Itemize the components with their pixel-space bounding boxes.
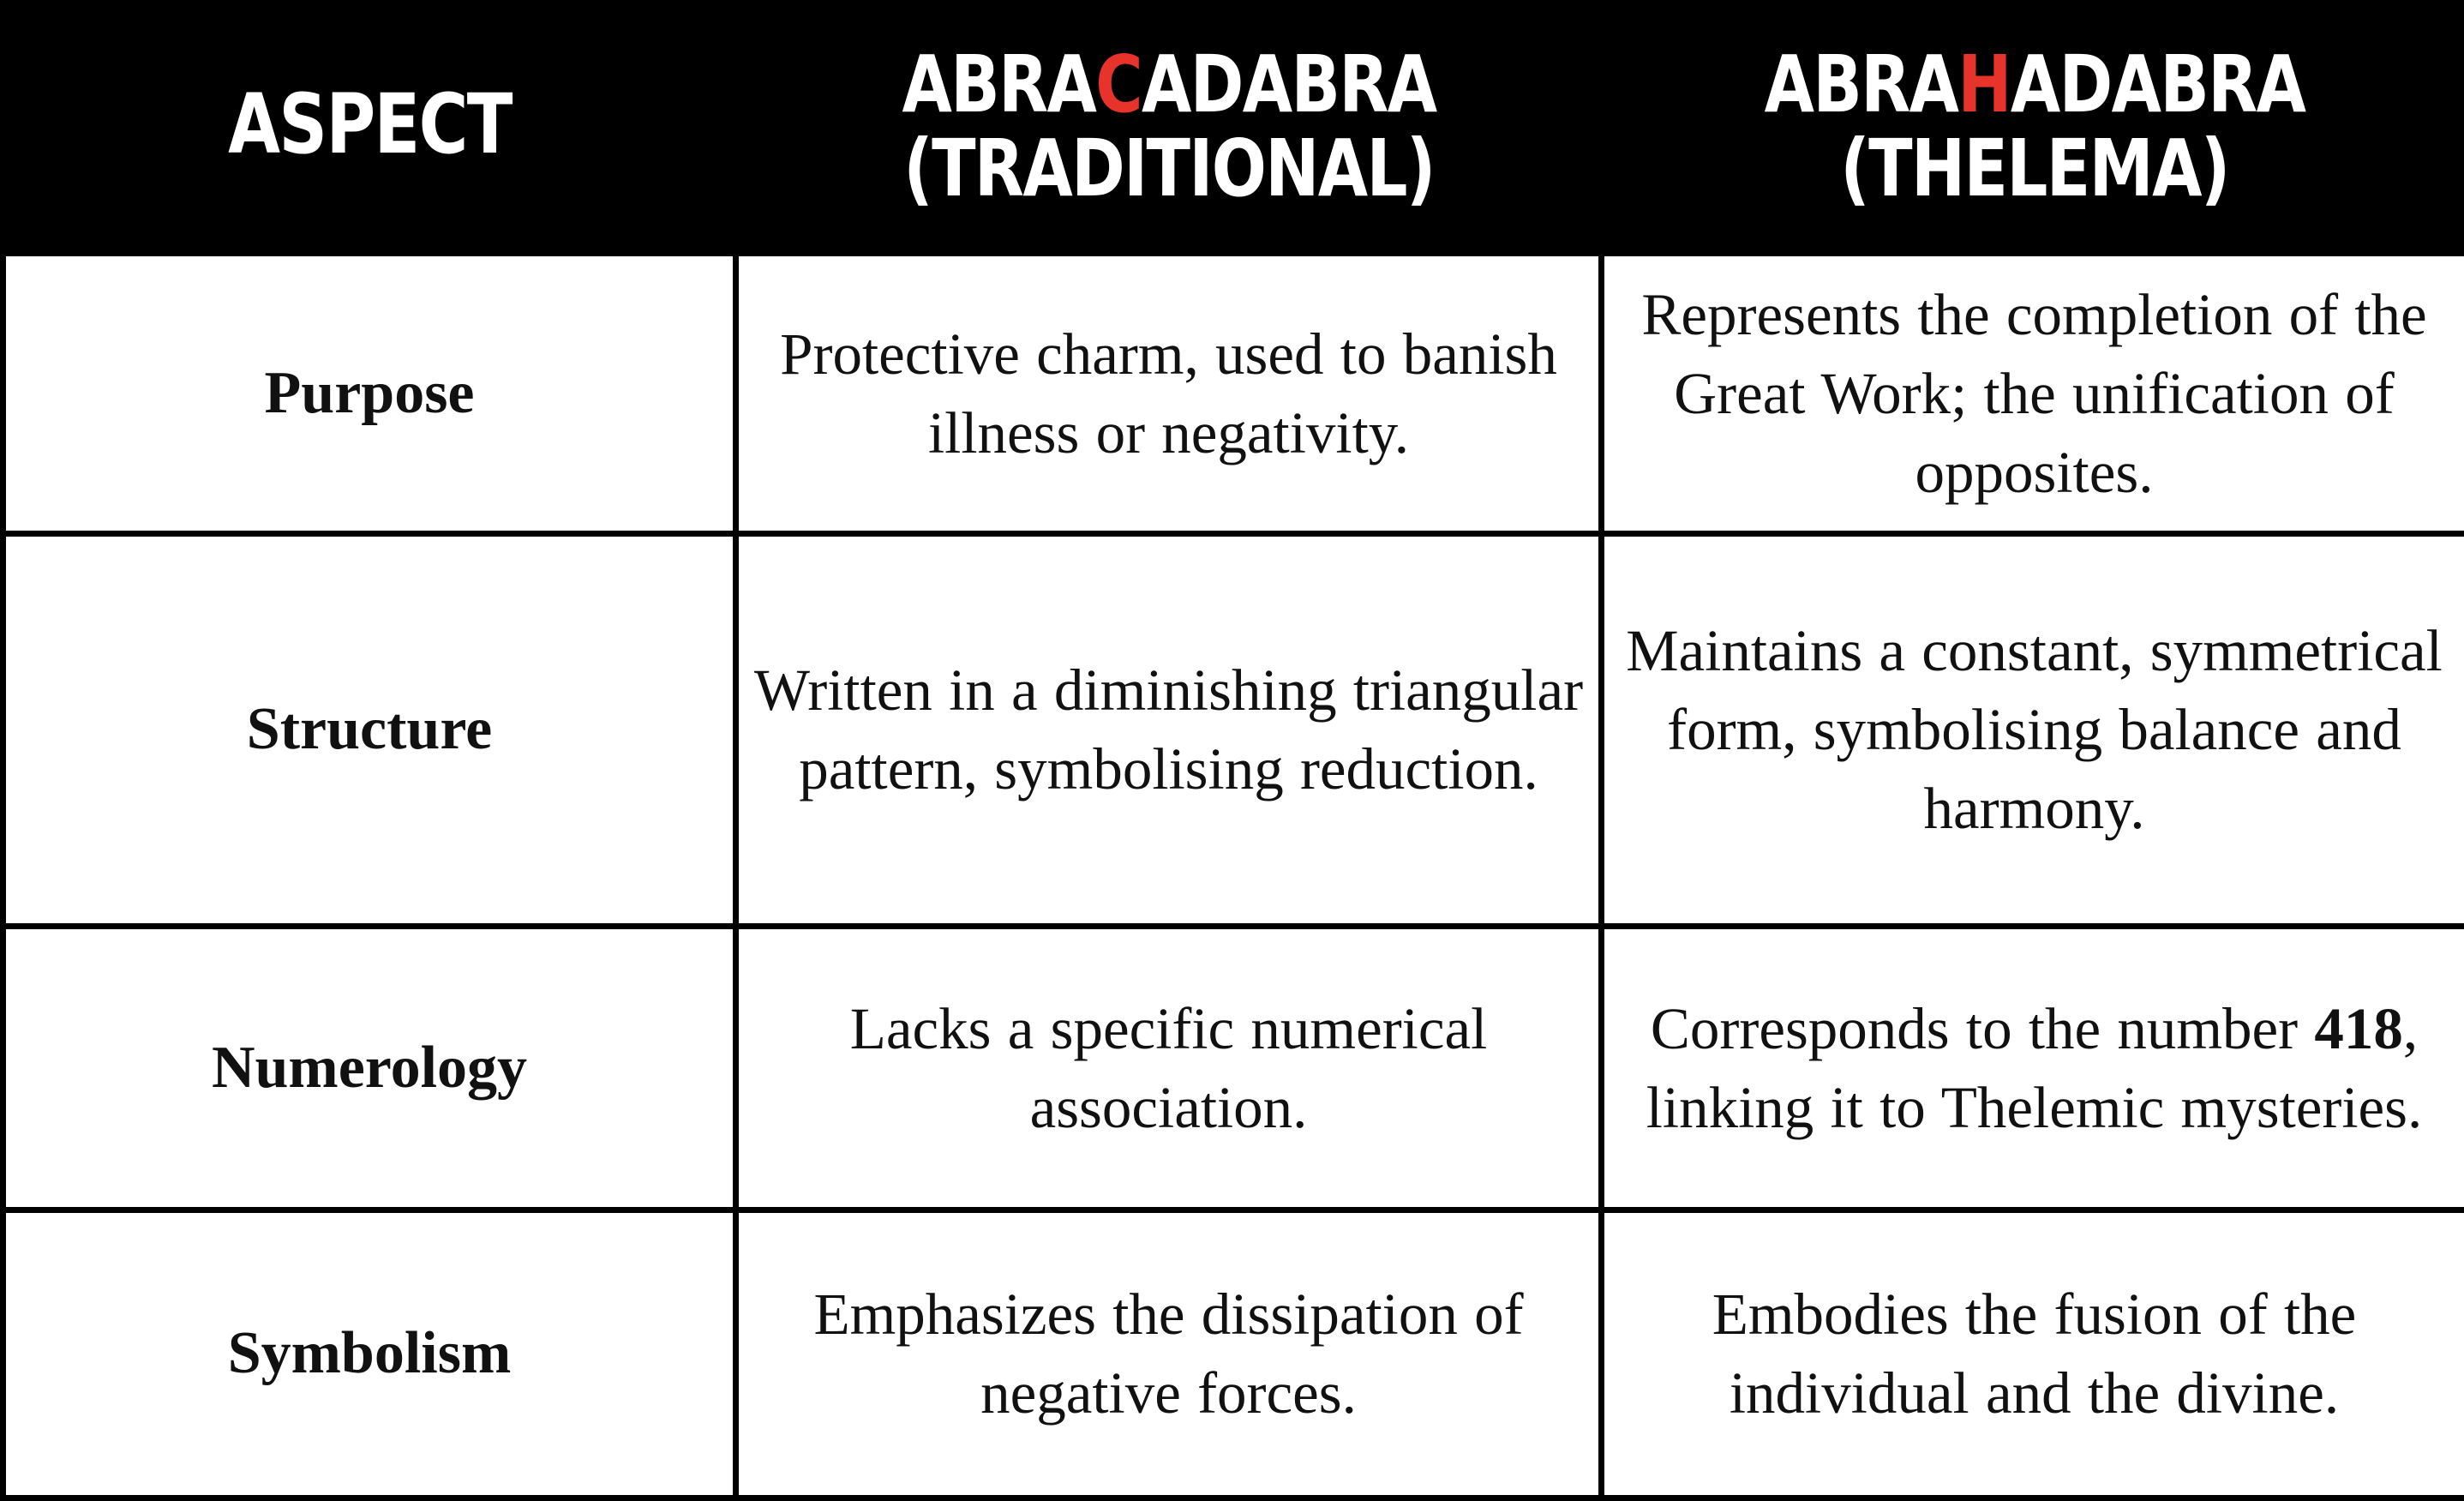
traditional-cell-symbolism: Emphasizes the dissipation of negative forces. [736, 1210, 1602, 1498]
traditional-cell-structure: Written in a diminishing triangular pattern, symbolising reduction. [736, 533, 1602, 926]
header-aspect-label: ASPECT [228, 76, 512, 172]
thelema-cell-symbolism: Embodies the fusion of the individual and the divine. [1602, 1210, 2464, 1498]
header-thelema-pre: ABRA [1764, 39, 1957, 130]
header-thelema [1679, 0, 2389, 253]
header-thelema-post: ADABRA [2010, 39, 2305, 130]
table-row-symbolism [3, 1210, 2464, 1498]
aspect-cell-numerology: Numerology [3, 926, 736, 1210]
thelema-numerology-post: , linking it to Thelemic mysteries. [1646, 996, 2423, 1140]
header-traditional-pre: ABRA [902, 39, 1095, 130]
header-traditional-title [813, 43, 1523, 127]
header-thelema-sub: (THELEMA) [1679, 127, 2389, 211]
header-row [3, 0, 2464, 253]
header-thelema-highlight: H [1957, 39, 2011, 130]
thelema-numerology-pre: Corresponds to the number [1651, 996, 2298, 1061]
header-thelema-title [1679, 43, 2389, 127]
header-traditional [813, 0, 1523, 253]
table-row-purpose [3, 253, 2464, 533]
thelema-cell-structure: Maintains a constant, symmetrical form, symbolising balance and harmony. [1602, 533, 2464, 926]
thelema-cell-purpose: Represents the completion of the Great Work; the unification of opposites. [1602, 253, 2464, 533]
header-traditional-post: ADABRA [1142, 39, 1436, 130]
header-aspect [69, 0, 669, 253]
aspect-cell-purpose: Purpose [3, 253, 736, 533]
header-traditional-sub: (TRADITIONAL) [813, 127, 1523, 211]
thelema-cell-numerology [1602, 926, 2464, 1210]
aspect-cell-symbolism: Symbolism [3, 1210, 736, 1498]
table-row-numerology [3, 926, 2464, 1210]
aspect-cell-structure: Structure [3, 533, 736, 926]
thelema-numerology-number: 418 [2314, 996, 2403, 1061]
traditional-cell-numerology: Lacks a specific numerical association. [736, 926, 1602, 1210]
table-row-structure [3, 533, 2464, 926]
traditional-cell-purpose: Protective charm, used to banish illness or negativity. [736, 253, 1602, 533]
header-traditional-highlight: C [1095, 39, 1142, 130]
